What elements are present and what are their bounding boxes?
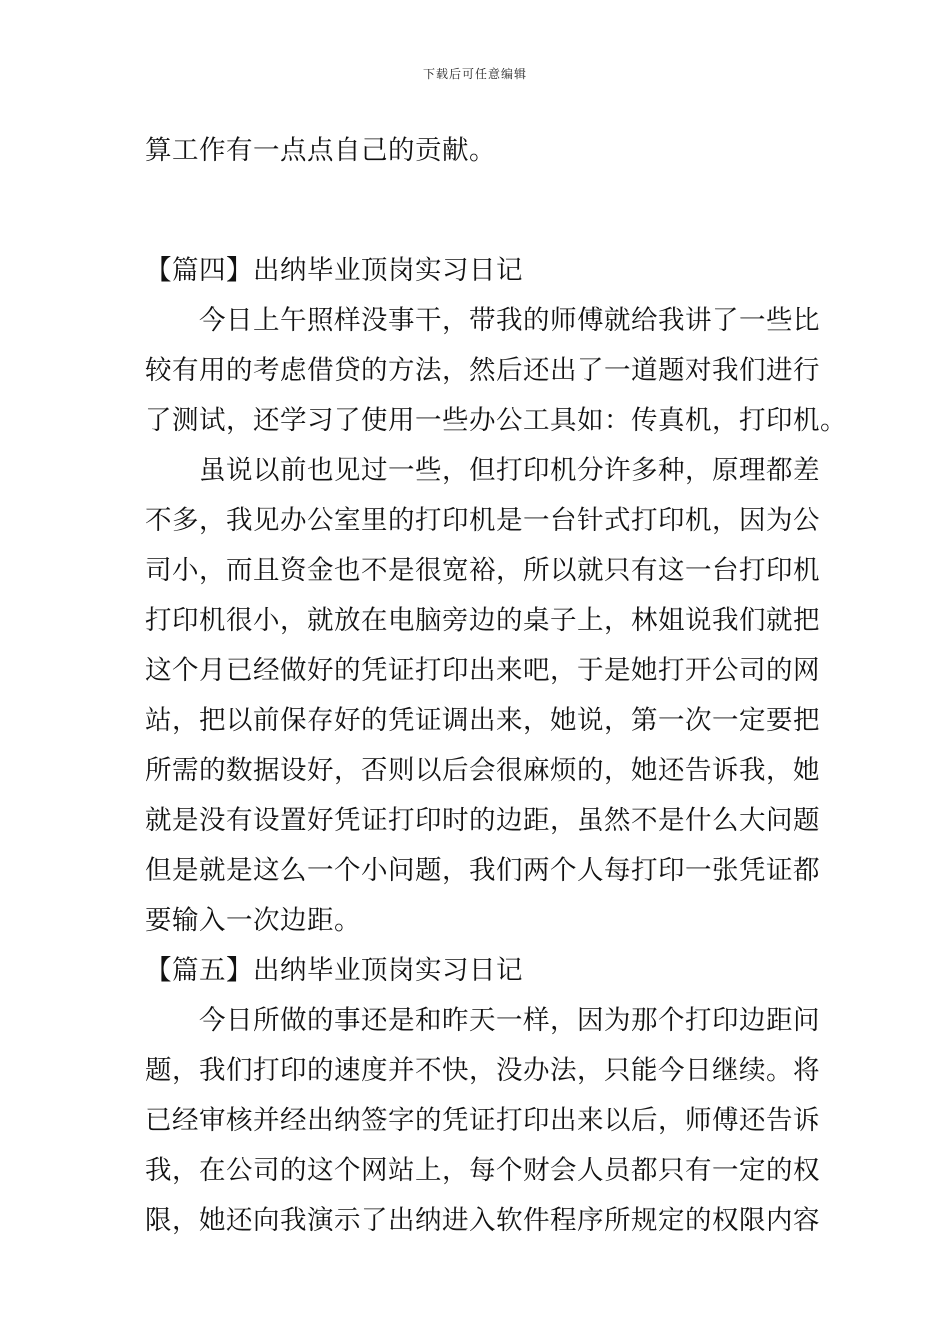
section-gap (145, 176, 807, 246)
document-body (145, 126, 847, 1246)
page-header: 下载后可任意编辑 (422, 67, 527, 81)
section-heading-4: 【篇四】出纳毕业顶岗实习日记 (145, 255, 523, 286)
intro-tail-line: 算工作有一点点自己的贡献。 (145, 135, 496, 166)
paragraph-line: 站，把以前保存好的凭证调出来，她说，第一次一定要把 (145, 705, 820, 736)
paragraph-line: 但是就是这么一个小问题，我们两个人每打印一张凭证都 (145, 855, 820, 886)
paragraph-line: 我，在公司的这个网站上，每个财会人员都只有一定的权 (145, 1155, 820, 1186)
paragraph-line: 虽说以前也见过一些，但打印机分许多种，原理都差 (199, 455, 820, 486)
paragraph-line: 今日所做的事还是和昨天一样，因为那个打印边距问 (199, 1005, 820, 1036)
paragraph-line: 所需的数据设好，否则以后会很麻烦的，她还告诉我，她 (145, 755, 820, 786)
paragraph-line: 不多，我见办公室里的打印机是一台针式打印机，因为公 (145, 505, 820, 536)
paragraph-line: 题，我们打印的速度并不快，没办法，只能今日继续。将 (145, 1055, 820, 1086)
paragraph-line: 就是没有设置好凭证打印时的边距，虽然不是什么大问题 (145, 805, 820, 836)
paragraph-line: 较有用的考虑借贷的方法，然后还出了一道题对我们进行 (145, 355, 820, 386)
paragraph-line: 司小，而且资金也不是很宽裕，所以就只有这一台打印机 (145, 555, 820, 586)
paragraph-line: 已经审核并经出纳签字的凭证打印出来以后，师傅还告诉 (145, 1105, 820, 1136)
paragraph-line: 今日上午照样没事干，带我的师傅就给我讲了一些比 (199, 305, 820, 336)
paragraph-line: 要输入一次边距。 (145, 905, 361, 936)
paragraph-line: 限，她还向我演示了出纳进入软件程序所规定的权限内容 (145, 1205, 820, 1236)
paragraph-line: 这个月已经做好的凭证打印出来吧，于是她打开公司的网 (145, 655, 820, 686)
section-heading-5: 【篇五】出纳毕业顶岗实习日记 (145, 955, 523, 986)
paragraph-line: 打印机很小，就放在电脑旁边的桌子上，林姐说我们就把 (145, 605, 820, 636)
paragraph-line: 了测试，还学习了使用一些办公工具如：传真机，打印机。 (145, 405, 847, 436)
